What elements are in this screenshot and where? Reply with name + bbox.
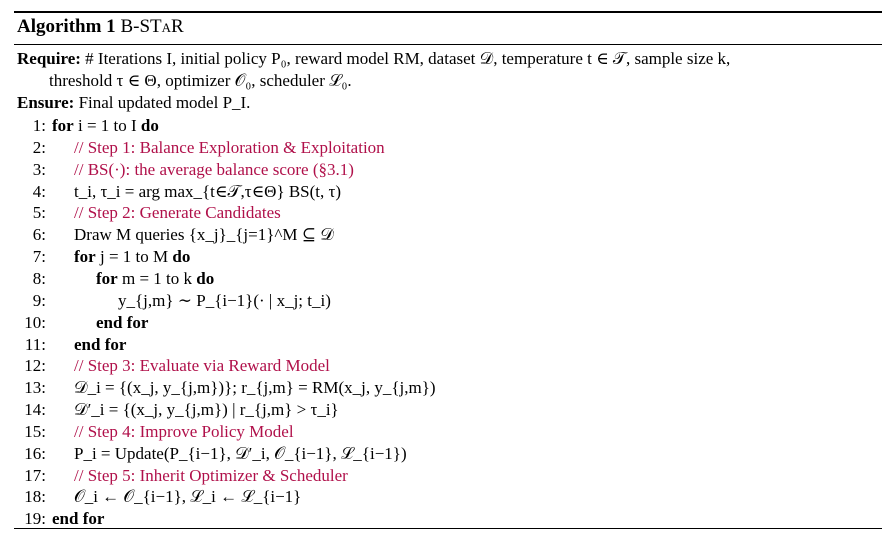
algorithm-line: Draw M queries {x_j}_{j=1}^M ⊆ 𝒟: [74, 225, 334, 245]
line-number: 19:: [24, 509, 46, 529]
title-rule: [14, 44, 882, 45]
line-number: 3:: [32, 159, 46, 179]
algorithm-line: 𝒟_i = {(x_j, y_{j,m})}; r_{j,m} = RM(x_j, y_{j,m}): [74, 378, 436, 398]
line-number: 15:: [24, 421, 46, 441]
line-number: 16:: [24, 443, 46, 463]
line-number: 9:: [32, 290, 46, 310]
algorithm-line: y_{j,m} ∼ P_{i−1}(· | x_j; t_i): [118, 290, 331, 310]
algorithm-name: B-STaR: [120, 16, 184, 37]
line-number: 18:: [24, 487, 46, 507]
line-number: 8:: [32, 268, 46, 288]
line-number: 11:: [24, 334, 46, 354]
algorithm-line: t_i, τ_i = arg max_{t∈𝒯,τ∈Θ} BS(t, τ): [74, 181, 342, 201]
line-number: 13:: [24, 378, 46, 398]
line-number: 14:: [24, 400, 46, 420]
algorithm-line: for i = 1 to I do: [52, 116, 159, 135]
algorithm-line: // BS(·): the average balance score (§3.1): [74, 159, 354, 179]
algorithm-line: 𝒪_i ← 𝒪_{i−1}, ℒ_i ← ℒ_{i−1}: [74, 487, 302, 507]
bottom-rule: [14, 528, 882, 529]
algorithm-label: Algorithm 1: [17, 16, 116, 37]
line-number: 5:: [32, 203, 46, 223]
require-text-2: threshold τ ∈ Θ, optimizer 𝒪₀, scheduler ℒ₀.: [49, 71, 352, 90]
algorithm-line: for j = 1 to M do: [74, 247, 191, 267]
ensure-text: Final updated model P_I.: [78, 93, 251, 112]
algorithm-line: 𝒟′_i = {(x_j, y_{j,m}) | r_{j,m} > τ_i}: [74, 400, 339, 420]
line-number: 4:: [32, 181, 46, 201]
algorithm-title: [17, 14, 184, 40]
line-number: 12:: [24, 356, 46, 376]
require-label: Require:: [17, 49, 81, 68]
require-line-1: [17, 48, 730, 70]
line-number: 10:: [24, 312, 46, 332]
algorithm-line: // Step 1: Balance Exploration & Exploitation: [74, 137, 385, 157]
require-text-1: # Iterations I, initial policy P₀, reward model RM, dataset 𝒟, temperature t ∈ 𝒯, sample size k,: [85, 49, 731, 68]
algorithm-line: P_i = Update(P_{i−1}, 𝒟′_i, 𝒪_{i−1}, ℒ_{i−1}): [74, 443, 407, 463]
top-rule: [14, 11, 882, 13]
ensure-line: [17, 92, 250, 114]
algorithm-line: // Step 2: Generate Candidates: [74, 203, 281, 223]
algorithm-line: end for: [74, 334, 127, 354]
line-number: 2:: [32, 137, 46, 157]
line-number: 1:: [32, 116, 46, 135]
algorithm-line: // Step 3: Evaluate via Reward Model: [74, 356, 330, 376]
require-line-2: [49, 70, 352, 92]
algorithm-line: end for: [96, 312, 149, 332]
algorithm-line: for m = 1 to k do: [96, 268, 215, 288]
ensure-label: Ensure:: [17, 93, 75, 112]
algorithm-line: // Step 5: Inherit Optimizer & Scheduler: [74, 465, 348, 485]
line-number: 7:: [32, 247, 46, 267]
line-number: 6:: [32, 225, 46, 245]
algorithm-line: end for: [52, 509, 105, 529]
line-number: 17:: [24, 465, 46, 485]
algorithm-line: // Step 4: Improve Policy Model: [74, 421, 294, 441]
